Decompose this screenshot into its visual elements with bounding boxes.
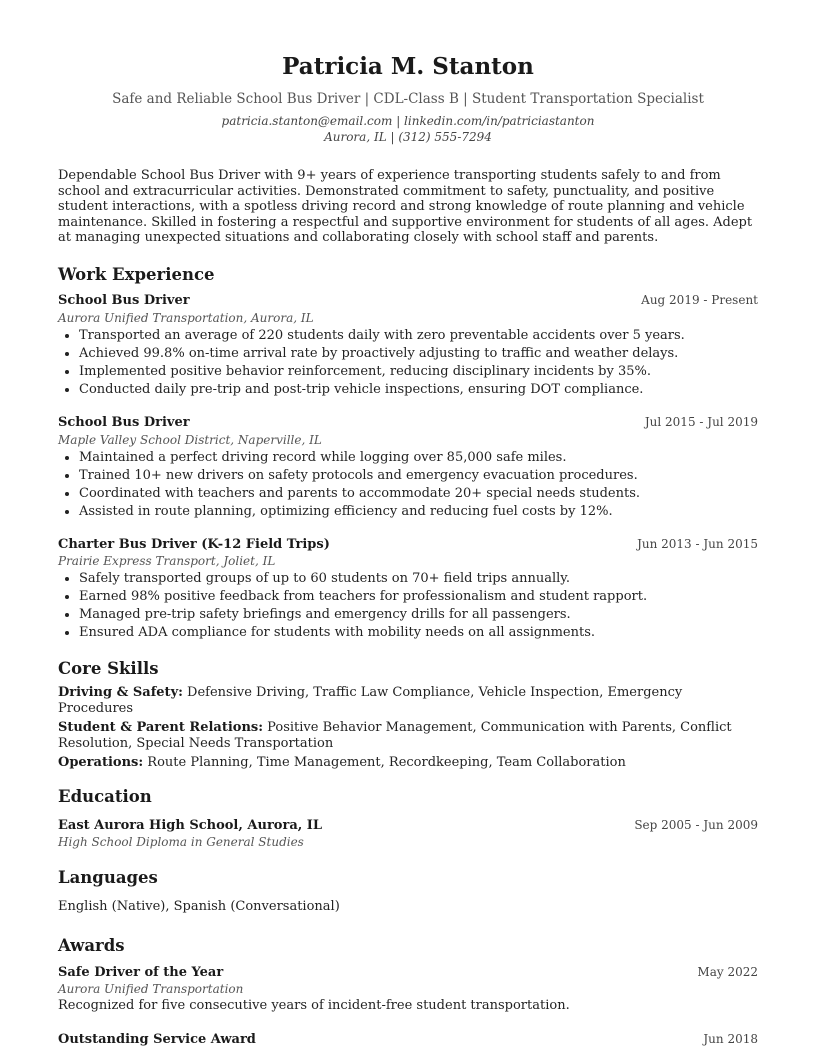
- headline: Safe and Reliable School Bus Driver | CDL-Class B | Student Transportation Specialist: [112, 91, 704, 107]
- job-bullets: [58, 449, 758, 521]
- section-title-awards: Awards: [58, 935, 125, 955]
- job-title: Charter Bus Driver (K-12 Field Trips): [58, 536, 330, 552]
- job-dates: Aug 2019 - Present: [641, 292, 758, 307]
- contact-line-location: Aurora, IL | (312) 555-7294: [324, 130, 492, 144]
- work-experience-section: [58, 264, 758, 642]
- bullet-item: • Maintained a perfect driving record while logging over 85,000 safe miles.: [79, 449, 758, 467]
- bullet-item: • Assisted in route planning, optimizing efficiency and reducing fuel costs by 12%.: [79, 503, 758, 521]
- section-title-skills: Core Skills: [58, 658, 159, 678]
- languages-section: [58, 867, 758, 916]
- job-employer: Maple Valley School District, Naperville, IL: [58, 432, 322, 447]
- skill-label: Student & Parent Relations:: [58, 719, 264, 735]
- award-org: Aurora Unified Transportation: [58, 981, 244, 996]
- job-bullets: [58, 570, 758, 642]
- job-dates: Jun 2013 - Jun 2015: [637, 536, 758, 551]
- award-date: Jun 2018: [703, 1031, 758, 1046]
- professional-summary: Dependable School Bus Driver with 9+ years of experience transporting students safely to and from school and extracurricular activities. Demonstrated commitment to safety, punctuality, and positive student interactions, with a spotless driving record and strong knowledge of route planning and vehicle maintenance. Skilled in fostering a respectful and supportive environment for students of all ages. Adept at managing unexpected situations and collaborating closely with school staff and parents.: [58, 168, 753, 245]
- award-title: Safe Driver of the Year: [58, 964, 224, 980]
- skills-section: [58, 658, 758, 771]
- job-dates: Jul 2015 - Jul 2019: [644, 414, 758, 429]
- skill-label: Operations:: [58, 754, 144, 770]
- section-title-languages: Languages: [58, 867, 158, 887]
- bullet-item: • Conducted daily pre-trip and post-trip vehicle inspections, ensuring DOT compliance.: [79, 381, 758, 399]
- job-entry: [58, 537, 758, 642]
- bullet-item: • Transported an average of 220 students daily with zero preventable accidents over 5 years.: [79, 327, 758, 345]
- bullet-item: • Coordinated with teachers and parents to accommodate 20+ special needs students.: [79, 485, 758, 503]
- job-employer: Prairie Express Transport, Joliet, IL: [58, 553, 276, 568]
- school-name: East Aurora High School, Aurora, IL: [58, 817, 323, 833]
- bullet-item: • Achieved 99.8% on-time arrival rate by proactively adjusting to traffic and weather delays.: [79, 345, 758, 363]
- education-dates: Sep 2005 - Jun 2009: [634, 817, 758, 832]
- bullet-item: • Trained 10+ new drivers on safety protocols and emergency evacuation procedures.: [79, 467, 758, 485]
- candidate-name: Patricia M. Stanton: [282, 53, 534, 80]
- job-title: School Bus Driver: [58, 414, 190, 430]
- section-title-education: Education: [58, 786, 152, 806]
- skill-text: Defensive Driving, Traffic Law Compliance, Vehicle Inspection, Emergency Procedures: [58, 684, 683, 716]
- award-title: Outstanding Service Award: [58, 1031, 256, 1047]
- languages-list: English (Native), Spanish (Conversational): [58, 898, 340, 914]
- job-bullets: [58, 327, 758, 399]
- skill-text: Positive Behavior Management, Communication with Parents, Conflict Resolution, Special Needs Transportation: [58, 719, 732, 751]
- skill-label: Driving & Safety:: [58, 684, 183, 700]
- award-date: May 2022: [697, 964, 758, 979]
- job-title: School Bus Driver: [58, 292, 190, 308]
- job-entry: [58, 415, 758, 521]
- contact-line-email: patricia.stanton@email.com | linkedin.com/in/patriciastanton: [221, 114, 595, 128]
- section-title-work: Work Experience: [58, 264, 215, 284]
- bullet-item: • Managed pre-trip safety briefings and emergency drills for all passengers.: [79, 606, 758, 624]
- education-section: [58, 786, 758, 851]
- bullet-item: • Earned 98% positive feedback from teachers for professionalism and student rapport.: [79, 588, 758, 606]
- skill-text: Route Planning, Time Management, Recordkeeping, Team Collaboration: [143, 754, 626, 770]
- bullet-item: • Implemented positive behavior reinforcement, reducing disciplinary incidents by 35%.: [79, 363, 758, 381]
- skill-line: [58, 720, 758, 752]
- awards-section: [58, 935, 758, 1047]
- bullet-item: • Ensured ADA compliance for students with mobility needs on all assignments.: [79, 624, 758, 642]
- award-description: Recognized for five consecutive years of incident-free student transportation.: [58, 997, 570, 1013]
- bullet-item: • Safely transported groups of up to 60 students on 70+ field trips annually.: [79, 570, 758, 588]
- job-employer: Aurora Unified Transportation, Aurora, IL: [58, 310, 314, 325]
- skill-line: [58, 755, 758, 771]
- skill-line: [58, 685, 758, 717]
- degree: High School Diploma in General Studies: [58, 834, 304, 849]
- job-entry: [58, 293, 758, 399]
